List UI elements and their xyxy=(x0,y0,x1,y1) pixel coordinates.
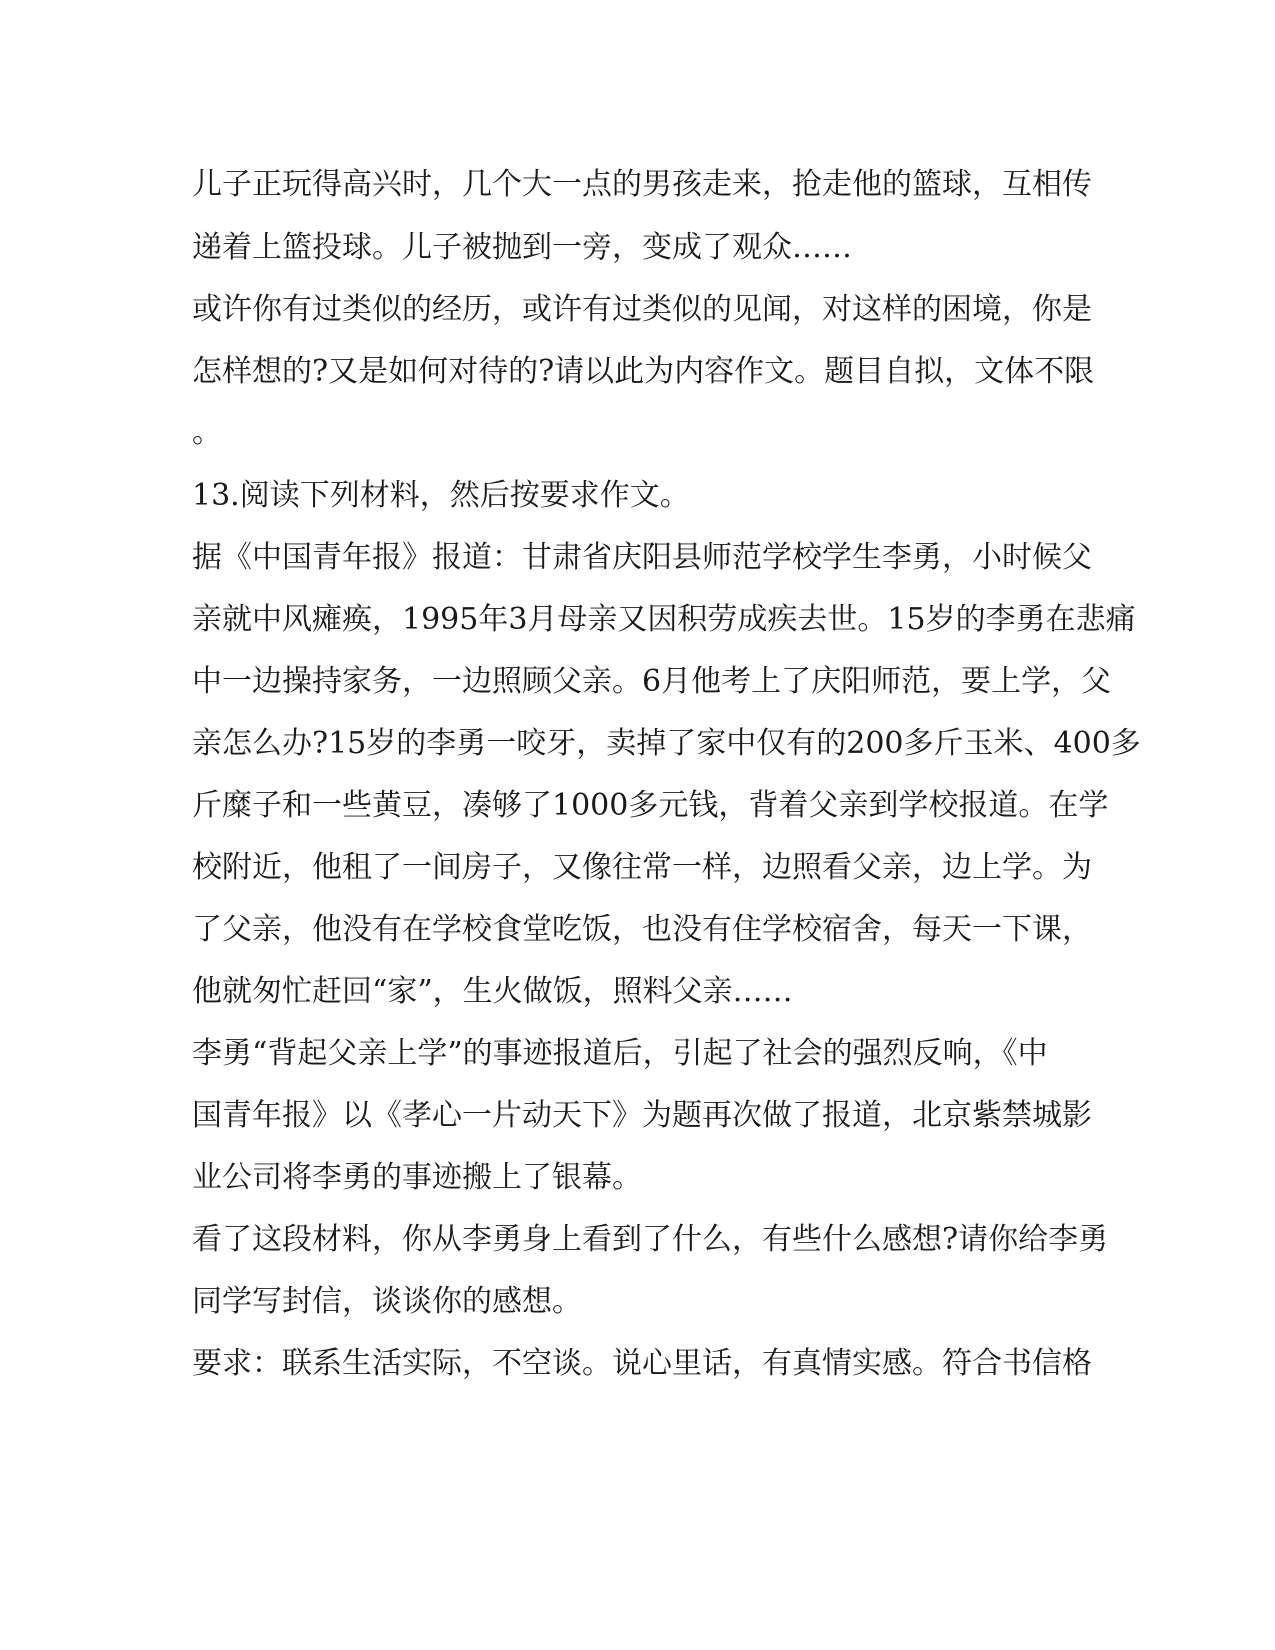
text-line: 中一边操持家务，一边照顾父亲。6月他考上了庆阳师范，要上学，父 xyxy=(192,664,1112,699)
text-line: 校附近，他租了一间房子，又像往常一样，边照看父亲，边上学。为 xyxy=(192,850,1092,885)
text-line: 看了这段材料，你从李勇身上看到了什么，有些什么感想?请你给李勇 xyxy=(192,1222,1109,1257)
text-line: 13.阅读下列材料，然后按要求作文。 xyxy=(192,478,690,513)
text-line: 。 xyxy=(192,415,222,450)
text-line: 据《中国青年报》报道：甘肃省庆阳县师范学校学生李勇，小时候父 xyxy=(192,540,1092,575)
text-line: 儿子正玩得高兴时，几个大一点的男孩走来，抢走他的篮球，互相传 xyxy=(192,167,1092,202)
text-line: 递着上篮投球。儿子被抛到一旁，变成了观众…… xyxy=(192,230,852,265)
text-line: 国青年报》以《孝心一片动天下》为题再次做了报道，北京紫禁城影 xyxy=(192,1098,1092,1133)
text-line: 李勇“背起父亲上学”的事迹报道后，引起了社会的强烈反响，《中 xyxy=(192,1036,1048,1071)
text-line: 了父亲，他没有在学校食堂吃饭，也没有住学校宿舍，每天一下课， xyxy=(192,912,1092,947)
text-line: 或许你有过类似的经历，或许有过类似的见闻，对这样的困境，你是 xyxy=(192,292,1092,327)
text-line: 他就匆忙赶回“家”，生火做饭，照料父亲…… xyxy=(192,974,793,1009)
text-line: 怎样想的?又是如何对待的?请以此为内容作文。题目自拟，文体不限 xyxy=(192,354,1095,389)
text-line: 同学写封信，谈谈你的感想。 xyxy=(192,1284,582,1319)
text-line: 要求：联系生活实际，不空谈。说心里话，有真情实感。符合书信格 xyxy=(192,1346,1092,1381)
text-line: 业公司将李勇的事迹搬上了银幕。 xyxy=(192,1160,642,1195)
text-line: 亲就中风瘫痪，1995年3月母亲又因积劳成疾去世。15岁的李勇在悲痛 xyxy=(192,602,1136,637)
text-line: 亲怎么办?15岁的李勇一咬牙，卖掉了家中仅有的200多斤玉米、400多 xyxy=(192,726,1141,761)
text-line: 斤糜子和一些黄豆，凑够了1000多元钱，背着父亲到学校报道。在学 xyxy=(192,788,1109,823)
